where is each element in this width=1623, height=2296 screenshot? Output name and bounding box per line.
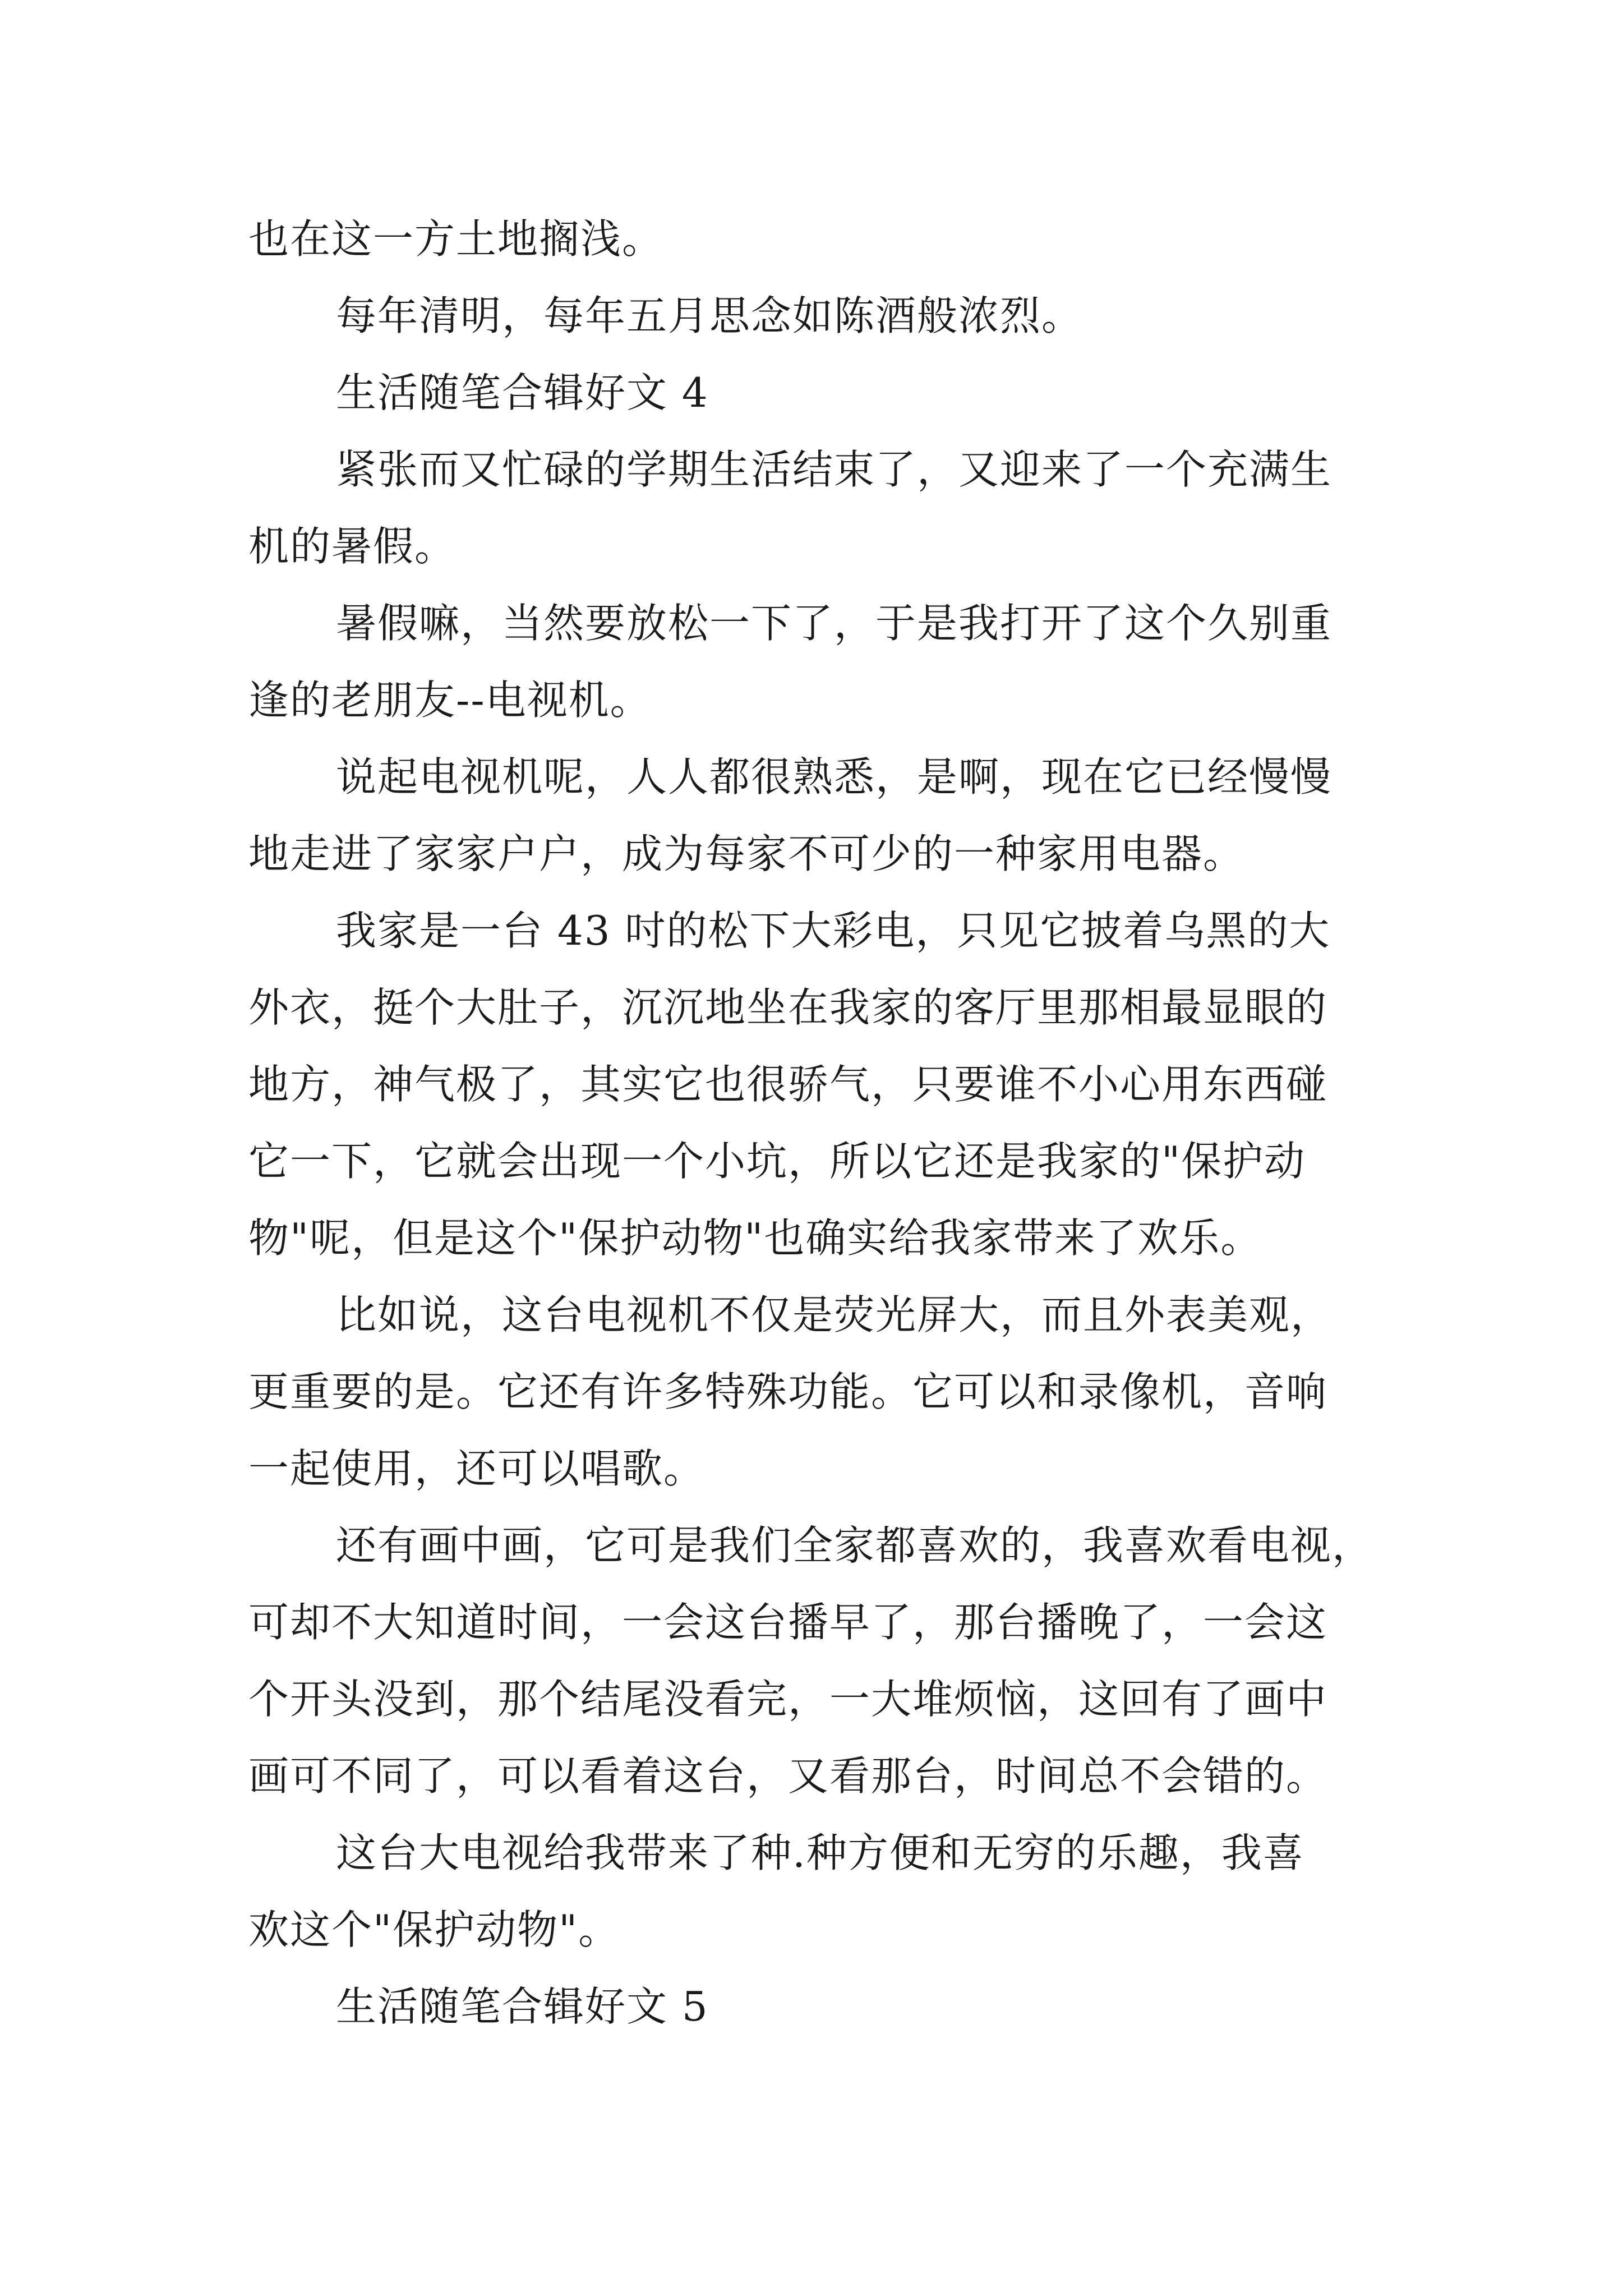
text-line: 这台大电视给我带来了种.种方便和无穷的乐趣，我喜 — [336, 1829, 1304, 1876]
text-line: 比如说，这台电视机不仅是荧光屏大，而且外表美观， — [336, 1291, 1332, 1338]
text-line: 说起电视机呢，人人都很熟悉，是啊，现在它已经慢慢 — [336, 753, 1332, 800]
text-line: 它一下，它就会出现一个小坑，所以它还是我家的"保护动 — [248, 1138, 1306, 1185]
text-line: 更重要的是。它还有许多特殊功能。它可以和录像机，音响 — [248, 1368, 1328, 1415]
text-line: 我家是一台 43 吋的松下大彩电，只见它披着乌黑的大 — [336, 907, 1331, 954]
text-line: 外衣，挺个大肚子，沉沉地坐在我家的客厅里那相最显眼的 — [248, 984, 1328, 1031]
text-line: 地方，神气极了，其实它也很骄气，只要谁不小心用东西碰 — [248, 1061, 1328, 1108]
text-line: 逢的老朋友--电视机。 — [248, 677, 652, 724]
text-line: 画可不同了，可以看着这台，又看那台，时间总不会错的。 — [248, 1752, 1328, 1800]
paragraph — [248, 431, 1404, 585]
text-line: 个开头没到，那个结尾没看完，一大堆烦恼，这回有了画中 — [248, 1676, 1328, 1723]
text-line: 机的暑假。 — [248, 523, 457, 570]
text-line: 也在这一方土地搁浅。 — [248, 215, 664, 263]
text-line: 每年清明，每年五月思念如陈酒般浓烈。 — [336, 292, 1083, 339]
text-line: 暑假嘛，当然要放松一下了，于是我打开了这个久别重 — [336, 600, 1332, 647]
paragraph — [248, 739, 1404, 892]
paragraph-continuation — [248, 201, 1404, 278]
text-line: 欢这个"保护动物"。 — [248, 1906, 620, 1953]
paragraph — [248, 278, 1404, 355]
paragraph — [248, 585, 1404, 739]
text-line: 还有画中画，它可是我们全家都喜欢的，我喜欢看电视， — [336, 1522, 1374, 1569]
text-line: 可却不大知道时间，一会这台播早了，那台播晚了，一会这 — [248, 1599, 1328, 1646]
section-heading — [248, 355, 1404, 431]
text-line: 地走进了家家户户，成为每家不可少的一种家用电器。 — [248, 830, 1245, 877]
document-body — [248, 201, 1404, 2045]
section-heading-text: 生活随笔合辑好文 4 — [336, 369, 709, 416]
paragraph — [248, 1277, 1404, 1507]
text-line: 一起使用，还可以唱歌。 — [248, 1445, 706, 1492]
text-line: 紧张而又忙碌的学期生活结束了，又迎来了一个充满生 — [336, 446, 1332, 493]
paragraph — [248, 1507, 1404, 1815]
text-line: 物"呢，但是这个"保护动物"也确实给我家带来了欢乐。 — [248, 1214, 1262, 1262]
paragraph — [248, 1815, 1404, 1968]
paragraph — [248, 892, 1404, 1277]
section-heading-text: 生活随笔合辑好文 5 — [336, 1983, 709, 2030]
section-heading — [248, 1968, 1404, 2045]
